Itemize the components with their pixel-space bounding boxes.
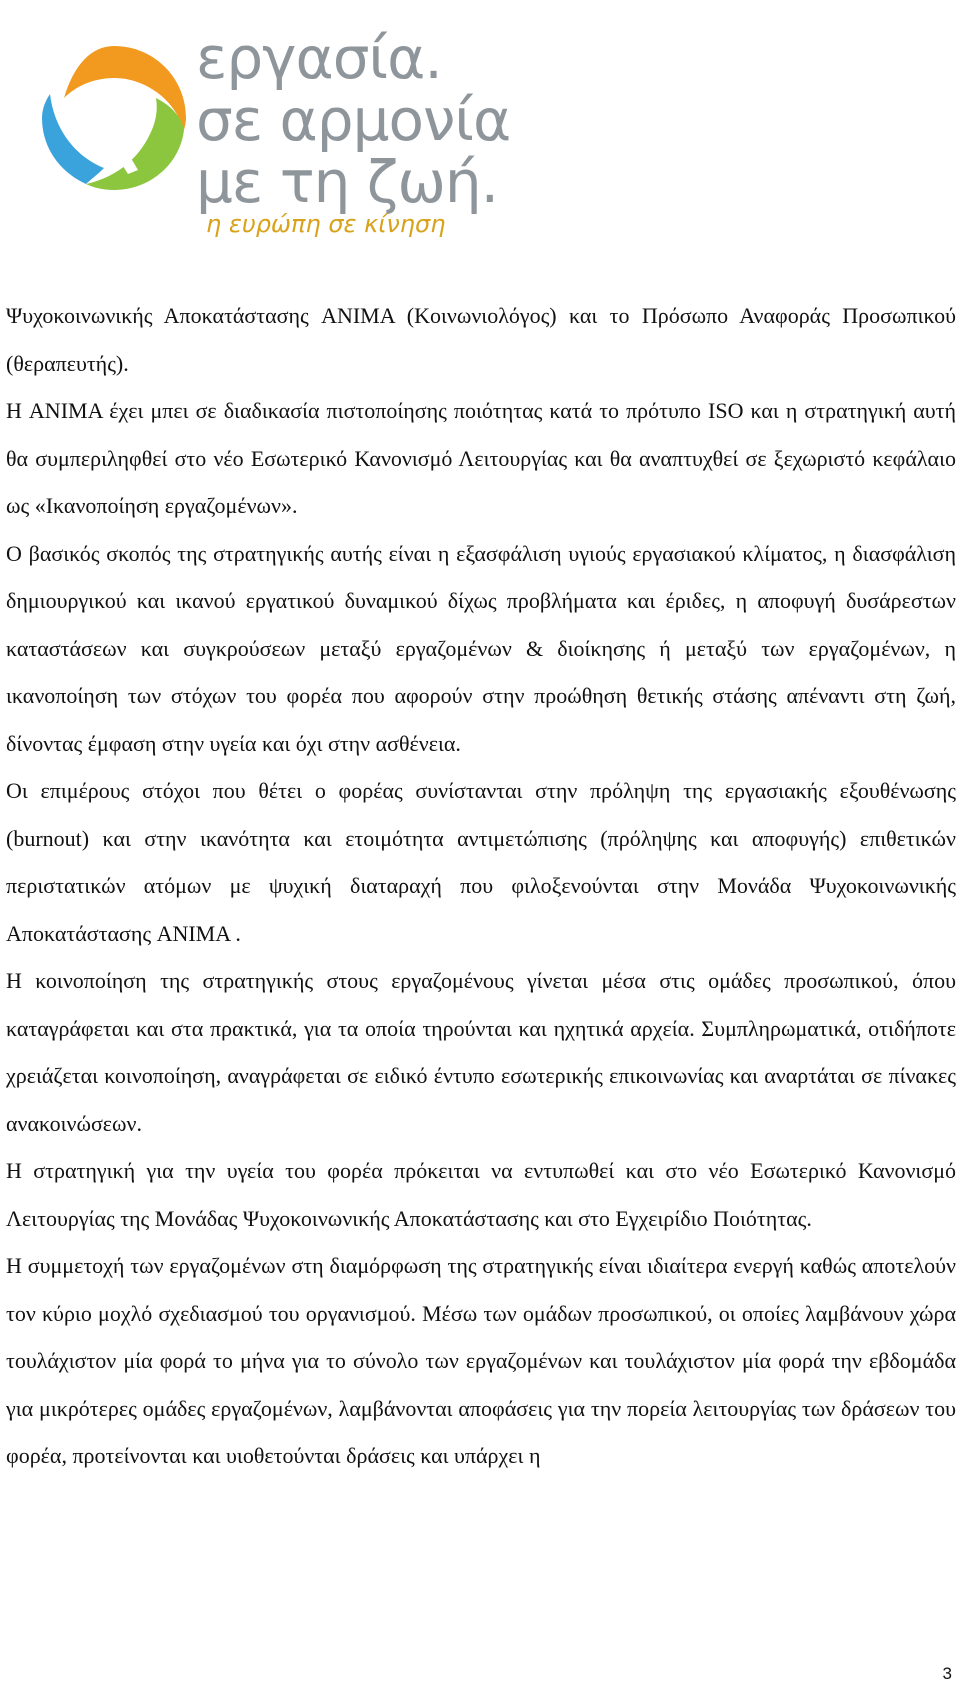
paragraph: Ψυχοκοινωνικής Αποκατάστασης ANIMA (Κοινωνιολόγος) και το Πρόσωπο Αναφοράς Προσωπικού (θεραπευτής). xyxy=(6,303,956,376)
running-figure-icon xyxy=(34,38,194,198)
document-body xyxy=(6,292,956,1480)
logo xyxy=(34,14,511,244)
paragraph: Η ANIMA έχει μπει σε διαδικασία πιστοποίησης ποιότητας κατά το πρότυπο ISO και η στρατηγική αυτή θα συμπεριληφθεί στο νέο Εσωτερικό Κανονισμό Λειτουργίας και θα αναπτυχθεί σε ξεχωριστό κεφάλαιο ως «Ικανοποίηση εργαζομένων». xyxy=(6,398,956,518)
page-number: 3 xyxy=(942,1664,952,1683)
paragraph: Ο βασικός σκοπός της στρατηγικής αυτής είναι η εξασφάλιση υγιούς εργασιακού κλίματος, η διασφάλιση δημιουργικού και ικανού εργατικού δυναμικού δίχως προβλήματα και έριδες, η αποφυγή δυσάρεστων καταστάσεων και συγκρούσεων μεταξύ εργαζομένων & διοίκησης ή μεταξύ των εργαζομένων, η ικανοποίηση των στόχων του φορέα που αφορούν στην προώθηση θετικής στάσης απέναντι στη ζωή, δίνοντας έμφαση στην υγεία και όχι στην ασθένεια. xyxy=(6,540,956,756)
logo-title-line-1: εργασία. xyxy=(196,24,442,92)
paragraph: Οι επιμέρους στόχοι που θέτει ο φορέας συνίστανται στην πρόληψη της εργασιακής εξουθένωσης (burnout) και στην ικανότητα και ετοιμότητα αντιμετώπισης (πρόληψης και αποφυγής) επιθετικών περιστατικών ατόμων με ψυχική διαταραχή που φιλοξενούνται στην Μονάδα Ψυχοκοινωνικής Αποκατάστασης ANIMA . xyxy=(6,778,956,946)
logo-tagline: η ευρώπη σε κίνηση xyxy=(206,210,446,238)
paragraph: Η στρατηγική για την υγεία του φορέα πρόκειται να εντυπωθεί και στο νέο Εσωτερικό Κανονισμό Λειτουργίας της Μονάδας Ψυχοκοινωνικής Αποκατάστασης και στο Εγχειρίδιο Ποιότητας. xyxy=(6,1158,956,1231)
paragraph: Η συμμετοχή των εργαζομένων στη διαμόρφωση της στρατηγικής είναι ιδιαίτερα ενεργή καθώς αποτελούν τον κύριο μοχλό σχεδιασμού του οργανισμού. Μέσω των ομάδων προσωπικού, οι οποίες λαμβάνουν χώρα τουλάχιστον μία φορά το μήνα για το σύνολο των εργαζομένων και τουλάχιστον μία φορά την εβδομάδα για μικρότερες ομάδες εργαζομένων, λαμβάνονται αποφάσεις για την πορεία λειτουργίας των δράσεων του φορέα, προτείνονται και υιοθετούνται δράσεις και υπάρχει η xyxy=(6,1253,956,1468)
paragraph: Η κοινοποίηση της στρατηγικής στους εργαζομένους γίνεται μέσα στις ομάδες προσωπικού, όπου καταγράφεται και στα πρακτικά, για τα οποία τηρούνται και ηχητικά αρχεία. Συμπληρωματικά, οτιδήποτε χρειάζεται κοινοποίηση, αναγράφεται σε ειδικό έντυπο εσωτερικής επικοινωνίας και αναρτάται σε πίνακες ανακοινώσεων. xyxy=(6,968,956,1136)
logo-title-line-3: με τη ζωή. xyxy=(196,148,499,216)
logo-title-line-2: σε αρμονία xyxy=(196,86,511,154)
